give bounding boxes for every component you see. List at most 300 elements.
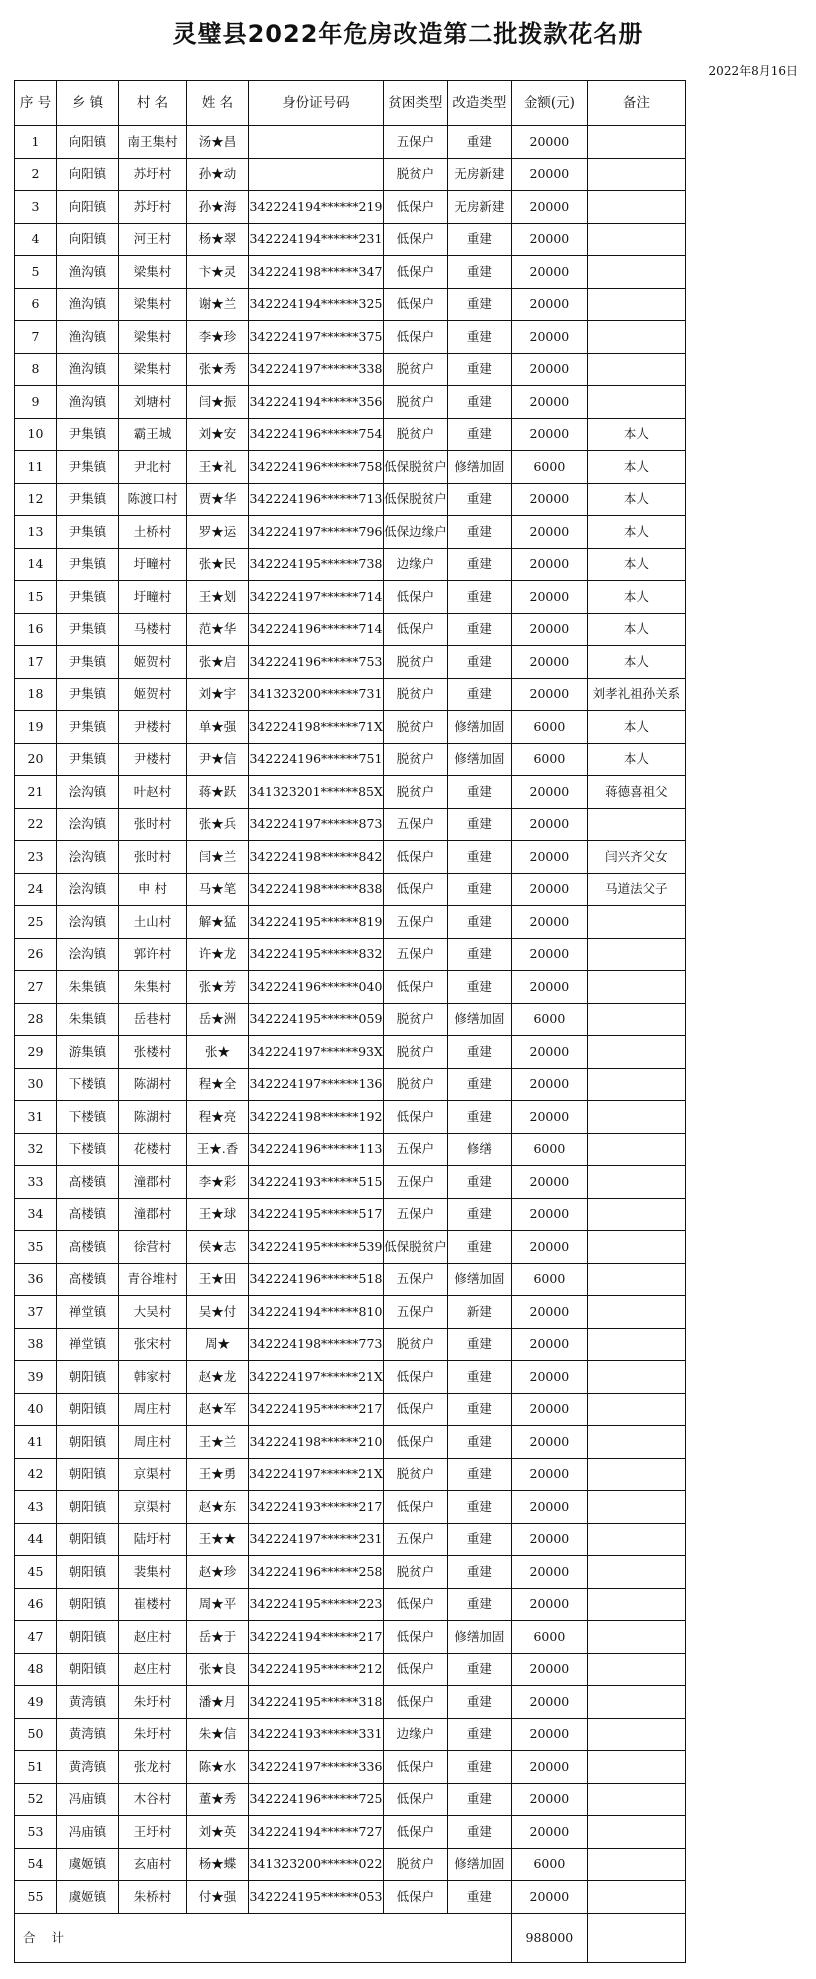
- cell-amount: 20000: [511, 1718, 587, 1751]
- cell-id-number: 342224196******754: [249, 418, 384, 451]
- cell-village: 尹楼村: [119, 711, 187, 744]
- cell-renovation-type: 重建: [447, 1166, 511, 1199]
- cell-renovation-type: 重建: [447, 1458, 511, 1491]
- cell-renovation-type: 重建: [447, 516, 511, 549]
- cell-remarks: [587, 1881, 685, 1914]
- table-row: [15, 288, 686, 321]
- total-row: [15, 1913, 686, 1962]
- cell-renovation-type: 修缮加固: [447, 1848, 511, 1881]
- total-remarks: [587, 1913, 685, 1962]
- cell-poverty-type: 脱贫户: [383, 1003, 447, 1036]
- cell-renovation-type: 重建: [447, 1068, 511, 1101]
- cell-village: 赵庄村: [119, 1653, 187, 1686]
- cell-remarks: [587, 1458, 685, 1491]
- cell-poverty-type: 低保户: [383, 971, 447, 1004]
- cell-id-number: 342224197******21X: [249, 1458, 384, 1491]
- cell-amount: 20000: [511, 418, 587, 451]
- cell-amount: 20000: [511, 1361, 587, 1394]
- cell-remarks: [587, 1361, 685, 1394]
- cell-village: 张时村: [119, 841, 187, 874]
- cell-remarks: [587, 1426, 685, 1459]
- cell-amount: 6000: [511, 743, 587, 776]
- header-id-number: 身份证号码: [249, 81, 384, 126]
- cell-id-number: 342224194******325: [249, 288, 384, 321]
- total-label: 合 计: [15, 1913, 512, 1962]
- cell-village: 朱圩村: [119, 1718, 187, 1751]
- table-row: [15, 678, 686, 711]
- cell-remarks: [587, 1198, 685, 1231]
- cell-remarks: [587, 1621, 685, 1654]
- cell-poverty-type: 低保户: [383, 581, 447, 614]
- cell-amount: 20000: [511, 873, 587, 906]
- cell-renovation-type: 重建: [447, 1198, 511, 1231]
- header-village: 村 名: [119, 81, 187, 126]
- cell-seq: 40: [15, 1393, 57, 1426]
- cell-id-number: 342224195******738: [249, 548, 384, 581]
- cell-remarks: [587, 1101, 685, 1134]
- cell-amount: 20000: [511, 126, 587, 159]
- cell-remarks: [587, 1328, 685, 1361]
- cell-seq: 2: [15, 158, 57, 191]
- cell-poverty-type: 边缘户: [383, 1718, 447, 1751]
- cell-name: 王★兰: [187, 1426, 249, 1459]
- cell-poverty-type: 低保脱贫户: [383, 483, 447, 516]
- cell-remarks: [587, 938, 685, 971]
- cell-id-number: 342224194******217: [249, 1621, 384, 1654]
- cell-seq: 12: [15, 483, 57, 516]
- cell-poverty-type: 脱贫户: [383, 1036, 447, 1069]
- cell-renovation-type: 重建: [447, 1653, 511, 1686]
- cell-amount: 20000: [511, 1198, 587, 1231]
- cell-village: 朱桥村: [119, 1881, 187, 1914]
- cell-id-number: 342224195******223: [249, 1588, 384, 1621]
- cell-name: 赵★龙: [187, 1361, 249, 1394]
- cell-id-number: 342224195******832: [249, 938, 384, 971]
- cell-poverty-type: 五保户: [383, 1133, 447, 1166]
- cell-poverty-type: 低保脱贫户: [383, 1231, 447, 1264]
- cell-poverty-type: 低保户: [383, 1816, 447, 1849]
- cell-name: 赵★军: [187, 1393, 249, 1426]
- cell-name: 潘★月: [187, 1686, 249, 1719]
- cell-seq: 19: [15, 711, 57, 744]
- cell-seq: 55: [15, 1881, 57, 1914]
- cell-village: 姬贺村: [119, 678, 187, 711]
- cell-id-number: 342224197******796: [249, 516, 384, 549]
- table-row: [15, 1751, 686, 1784]
- cell-village: 岳巷村: [119, 1003, 187, 1036]
- cell-village: 苏圩村: [119, 158, 187, 191]
- cell-amount: 20000: [511, 191, 587, 224]
- cell-renovation-type: 重建: [447, 678, 511, 711]
- header-renovation-type: 改造类型: [447, 81, 511, 126]
- cell-renovation-type: 重建: [447, 808, 511, 841]
- cell-township: 朝阳镇: [57, 1361, 119, 1394]
- cell-name: 许★龙: [187, 938, 249, 971]
- table-row: [15, 1816, 686, 1849]
- cell-renovation-type: 修缮加固: [447, 451, 511, 484]
- cell-township: 渔沟镇: [57, 321, 119, 354]
- cell-township: 尹集镇: [57, 678, 119, 711]
- cell-remarks: [587, 1848, 685, 1881]
- cell-remarks: [587, 1263, 685, 1296]
- cell-renovation-type: 重建: [447, 1231, 511, 1264]
- cell-township: 浍沟镇: [57, 873, 119, 906]
- cell-poverty-type: 低保户: [383, 1101, 447, 1134]
- cell-renovation-type: 重建: [447, 971, 511, 1004]
- cell-name: 闫★振: [187, 386, 249, 419]
- cell-village: 马楼村: [119, 613, 187, 646]
- cell-id-number: [249, 126, 384, 159]
- cell-remarks: [587, 1068, 685, 1101]
- cell-seq: 22: [15, 808, 57, 841]
- table-row: [15, 971, 686, 1004]
- table-row: [15, 223, 686, 256]
- cell-township: 朝阳镇: [57, 1458, 119, 1491]
- table-row: [15, 191, 686, 224]
- cell-name: 罗★运: [187, 516, 249, 549]
- cell-poverty-type: 低保户: [383, 1881, 447, 1914]
- cell-seq: 24: [15, 873, 57, 906]
- cell-remarks: [587, 1751, 685, 1784]
- cell-poverty-type: 五保户: [383, 938, 447, 971]
- cell-remarks: [587, 256, 685, 289]
- cell-id-number: 342224194******219: [249, 191, 384, 224]
- cell-seq: 54: [15, 1848, 57, 1881]
- cell-remarks: 本人: [587, 646, 685, 679]
- cell-amount: 20000: [511, 808, 587, 841]
- cell-name: 汤★昌: [187, 126, 249, 159]
- cell-seq: 27: [15, 971, 57, 1004]
- cell-seq: 43: [15, 1491, 57, 1524]
- cell-renovation-type: 重建: [447, 581, 511, 614]
- cell-remarks: [587, 1718, 685, 1751]
- table-row: [15, 613, 686, 646]
- cell-remarks: [587, 126, 685, 159]
- cell-township: 朝阳镇: [57, 1426, 119, 1459]
- cell-seq: 36: [15, 1263, 57, 1296]
- cell-remarks: [587, 1231, 685, 1264]
- cell-township: 浍沟镇: [57, 776, 119, 809]
- cell-renovation-type: 无房新建: [447, 158, 511, 191]
- cell-id-number: 342224196******518: [249, 1263, 384, 1296]
- cell-township: 下楼镇: [57, 1101, 119, 1134]
- cell-village: 尹北村: [119, 451, 187, 484]
- cell-seq: 46: [15, 1588, 57, 1621]
- cell-remarks: [587, 1003, 685, 1036]
- cell-poverty-type: 脱贫户: [383, 1328, 447, 1361]
- cell-village: 崔楼村: [119, 1588, 187, 1621]
- cell-village: 申 村: [119, 873, 187, 906]
- cell-name: 解★猛: [187, 906, 249, 939]
- cell-remarks: [587, 1653, 685, 1686]
- cell-name: 张★秀: [187, 353, 249, 386]
- cell-poverty-type: 边缘户: [383, 548, 447, 581]
- cell-id-number: 342224195******053: [249, 1881, 384, 1914]
- cell-name: 程★亮: [187, 1101, 249, 1134]
- cell-village: 梁集村: [119, 288, 187, 321]
- cell-name: 张★启: [187, 646, 249, 679]
- table-body: [15, 126, 686, 1914]
- cell-poverty-type: 五保户: [383, 1523, 447, 1556]
- cell-poverty-type: 低保户: [383, 288, 447, 321]
- cell-id-number: 342224196******758: [249, 451, 384, 484]
- total-amount: 988000: [511, 1913, 587, 1962]
- table-row: [15, 1328, 686, 1361]
- cell-township: 黄湾镇: [57, 1686, 119, 1719]
- cell-id-number: 342224194******231: [249, 223, 384, 256]
- cell-renovation-type: 重建: [447, 1361, 511, 1394]
- cell-amount: 6000: [511, 711, 587, 744]
- cell-renovation-type: 重建: [447, 1751, 511, 1784]
- table-row: [15, 353, 686, 386]
- cell-village: 周庄村: [119, 1426, 187, 1459]
- table-row: [15, 451, 686, 484]
- cell-seq: 7: [15, 321, 57, 354]
- cell-id-number: 342224193******515: [249, 1166, 384, 1199]
- cell-name: 李★彩: [187, 1166, 249, 1199]
- cell-poverty-type: 低保户: [383, 256, 447, 289]
- table-row: [15, 483, 686, 516]
- cell-township: 尹集镇: [57, 581, 119, 614]
- cell-remarks: [587, 1588, 685, 1621]
- cell-village: 张时村: [119, 808, 187, 841]
- cell-seq: 47: [15, 1621, 57, 1654]
- cell-township: 尹集镇: [57, 548, 119, 581]
- cell-township: 冯庙镇: [57, 1783, 119, 1816]
- cell-renovation-type: 重建: [447, 353, 511, 386]
- cell-remarks: [587, 1523, 685, 1556]
- cell-renovation-type: 重建: [447, 1588, 511, 1621]
- cell-name: 岳★洲: [187, 1003, 249, 1036]
- cell-name: 孙★海: [187, 191, 249, 224]
- cell-township: 向阳镇: [57, 191, 119, 224]
- cell-township: 向阳镇: [57, 223, 119, 256]
- cell-amount: 20000: [511, 776, 587, 809]
- header-remarks: 备注: [587, 81, 685, 126]
- cell-name: 单★强: [187, 711, 249, 744]
- table-row: [15, 1653, 686, 1686]
- cell-village: 潼郡村: [119, 1198, 187, 1231]
- cell-seq: 23: [15, 841, 57, 874]
- cell-remarks: 本人: [587, 516, 685, 549]
- cell-amount: 20000: [511, 1068, 587, 1101]
- table-row: [15, 711, 686, 744]
- cell-renovation-type: 重建: [447, 1036, 511, 1069]
- cell-poverty-type: 低保户: [383, 223, 447, 256]
- table-row: [15, 158, 686, 191]
- cell-id-number: 342224198******347: [249, 256, 384, 289]
- cell-township: 朝阳镇: [57, 1653, 119, 1686]
- cell-township: 高楼镇: [57, 1166, 119, 1199]
- cell-poverty-type: 五保户: [383, 808, 447, 841]
- cell-remarks: 本人: [587, 613, 685, 646]
- cell-poverty-type: 脱贫户: [383, 1848, 447, 1881]
- cell-poverty-type: 脱贫户: [383, 1458, 447, 1491]
- cell-township: 向阳镇: [57, 126, 119, 159]
- cell-seq: 30: [15, 1068, 57, 1101]
- cell-township: 尹集镇: [57, 613, 119, 646]
- document-date: 2022年8月16日: [708, 64, 798, 78]
- cell-name: 王★球: [187, 1198, 249, 1231]
- table-row: [15, 1263, 686, 1296]
- cell-name: 刘★英: [187, 1816, 249, 1849]
- cell-remarks: [587, 353, 685, 386]
- cell-seq: 1: [15, 126, 57, 159]
- cell-poverty-type: 脱贫户: [383, 776, 447, 809]
- cell-renovation-type: 重建: [447, 321, 511, 354]
- cell-renovation-type: 重建: [447, 288, 511, 321]
- cell-township: 尹集镇: [57, 516, 119, 549]
- table-row: [15, 1231, 686, 1264]
- cell-village: 陈湖村: [119, 1068, 187, 1101]
- cell-remarks: [587, 386, 685, 419]
- cell-village: 梁集村: [119, 353, 187, 386]
- cell-renovation-type: 重建: [447, 1816, 511, 1849]
- cell-village: 玄庙村: [119, 1848, 187, 1881]
- cell-amount: 20000: [511, 1816, 587, 1849]
- cell-renovation-type: 修缮加固: [447, 1003, 511, 1036]
- table-row: [15, 386, 686, 419]
- cell-amount: 20000: [511, 646, 587, 679]
- cell-poverty-type: 脱贫户: [383, 646, 447, 679]
- cell-township: 朝阳镇: [57, 1621, 119, 1654]
- cell-name: 陈★水: [187, 1751, 249, 1784]
- cell-village: 河王村: [119, 223, 187, 256]
- cell-village: 周庄村: [119, 1393, 187, 1426]
- cell-village: 花楼村: [119, 1133, 187, 1166]
- cell-remarks: [587, 1393, 685, 1426]
- cell-name: 张★兵: [187, 808, 249, 841]
- table-row: [15, 516, 686, 549]
- cell-village: 裴集村: [119, 1556, 187, 1589]
- table-row: [15, 126, 686, 159]
- cell-amount: 6000: [511, 1133, 587, 1166]
- cell-seq: 25: [15, 906, 57, 939]
- cell-amount: 20000: [511, 1426, 587, 1459]
- cell-seq: 52: [15, 1783, 57, 1816]
- cell-amount: 6000: [511, 451, 587, 484]
- cell-amount: 20000: [511, 386, 587, 419]
- table-row: [15, 321, 686, 354]
- table-row: [15, 1426, 686, 1459]
- table-row: [15, 1491, 686, 1524]
- cell-village: 霸王城: [119, 418, 187, 451]
- cell-seq: 26: [15, 938, 57, 971]
- cell-township: 尹集镇: [57, 451, 119, 484]
- cell-seq: 39: [15, 1361, 57, 1394]
- cell-renovation-type: 重建: [447, 1718, 511, 1751]
- cell-remarks: [587, 971, 685, 1004]
- header-row: [15, 81, 686, 126]
- cell-renovation-type: 重建: [447, 418, 511, 451]
- cell-seq: 18: [15, 678, 57, 711]
- cell-name: 贾★华: [187, 483, 249, 516]
- cell-remarks: [587, 1686, 685, 1719]
- cell-renovation-type: 新建: [447, 1296, 511, 1329]
- cell-amount: 20000: [511, 1523, 587, 1556]
- cell-name: 张★: [187, 1036, 249, 1069]
- cell-seq: 49: [15, 1686, 57, 1719]
- cell-amount: 20000: [511, 613, 587, 646]
- cell-amount: 20000: [511, 906, 587, 939]
- cell-id-number: [249, 158, 384, 191]
- cell-id-number: 342224197******136: [249, 1068, 384, 1101]
- cell-village: 陈湖村: [119, 1101, 187, 1134]
- table-row: [15, 1523, 686, 1556]
- header-seq: 序 号: [15, 81, 57, 126]
- header-township: 乡 镇: [57, 81, 119, 126]
- cell-village: 土山村: [119, 906, 187, 939]
- table-row: [15, 743, 686, 776]
- cell-name: 程★全: [187, 1068, 249, 1101]
- table-row: [15, 418, 686, 451]
- cell-renovation-type: 重建: [447, 841, 511, 874]
- cell-amount: 20000: [511, 1588, 587, 1621]
- cell-remarks: 本人: [587, 581, 685, 614]
- cell-remarks: [587, 223, 685, 256]
- cell-amount: 20000: [511, 938, 587, 971]
- cell-renovation-type: 重建: [447, 1686, 511, 1719]
- cell-village: 土桥村: [119, 516, 187, 549]
- cell-id-number: 342224197******375: [249, 321, 384, 354]
- cell-township: 朝阳镇: [57, 1491, 119, 1524]
- cell-township: 虞姬镇: [57, 1881, 119, 1914]
- cell-poverty-type: 低保户: [383, 1653, 447, 1686]
- cell-township: 尹集镇: [57, 418, 119, 451]
- cell-township: 浍沟镇: [57, 938, 119, 971]
- table-row: [15, 1101, 686, 1134]
- cell-remarks: 本人: [587, 743, 685, 776]
- cell-poverty-type: 脱贫户: [383, 386, 447, 419]
- cell-amount: 20000: [511, 1231, 587, 1264]
- cell-remarks: 本人: [587, 418, 685, 451]
- cell-amount: 20000: [511, 1166, 587, 1199]
- cell-poverty-type: 低保脱贫户: [383, 451, 447, 484]
- cell-poverty-type: 低保户: [383, 1361, 447, 1394]
- cell-amount: 20000: [511, 678, 587, 711]
- cell-poverty-type: 低保户: [383, 1621, 447, 1654]
- cell-id-number: 342224195******517: [249, 1198, 384, 1231]
- cell-id-number: 342224198******842: [249, 841, 384, 874]
- table-row: [15, 1621, 686, 1654]
- cell-amount: 20000: [511, 516, 587, 549]
- header-amount: 金额(元): [511, 81, 587, 126]
- table-row: [15, 1068, 686, 1101]
- cell-id-number: 342224198******210: [249, 1426, 384, 1459]
- cell-seq: 16: [15, 613, 57, 646]
- cell-id-number: 342224197******231: [249, 1523, 384, 1556]
- cell-poverty-type: 脱贫户: [383, 158, 447, 191]
- cell-amount: 20000: [511, 321, 587, 354]
- page-title: 灵璧县2022年危房改造第二批拨款花名册: [172, 20, 644, 48]
- cell-township: 高楼镇: [57, 1263, 119, 1296]
- cell-amount: 6000: [511, 1003, 587, 1036]
- cell-township: 虞姬镇: [57, 1848, 119, 1881]
- cell-amount: 20000: [511, 841, 587, 874]
- cell-village: 郭许村: [119, 938, 187, 971]
- table-row: [15, 873, 686, 906]
- cell-name: 闫★兰: [187, 841, 249, 874]
- cell-id-number: 341323200******731: [249, 678, 384, 711]
- cell-renovation-type: 重建: [447, 613, 511, 646]
- cell-seq: 41: [15, 1426, 57, 1459]
- cell-seq: 29: [15, 1036, 57, 1069]
- table-row: [15, 906, 686, 939]
- cell-id-number: 342224197******338: [249, 353, 384, 386]
- cell-name: 朱★信: [187, 1718, 249, 1751]
- cell-poverty-type: 低保边缘户: [383, 516, 447, 549]
- cell-amount: 20000: [511, 1393, 587, 1426]
